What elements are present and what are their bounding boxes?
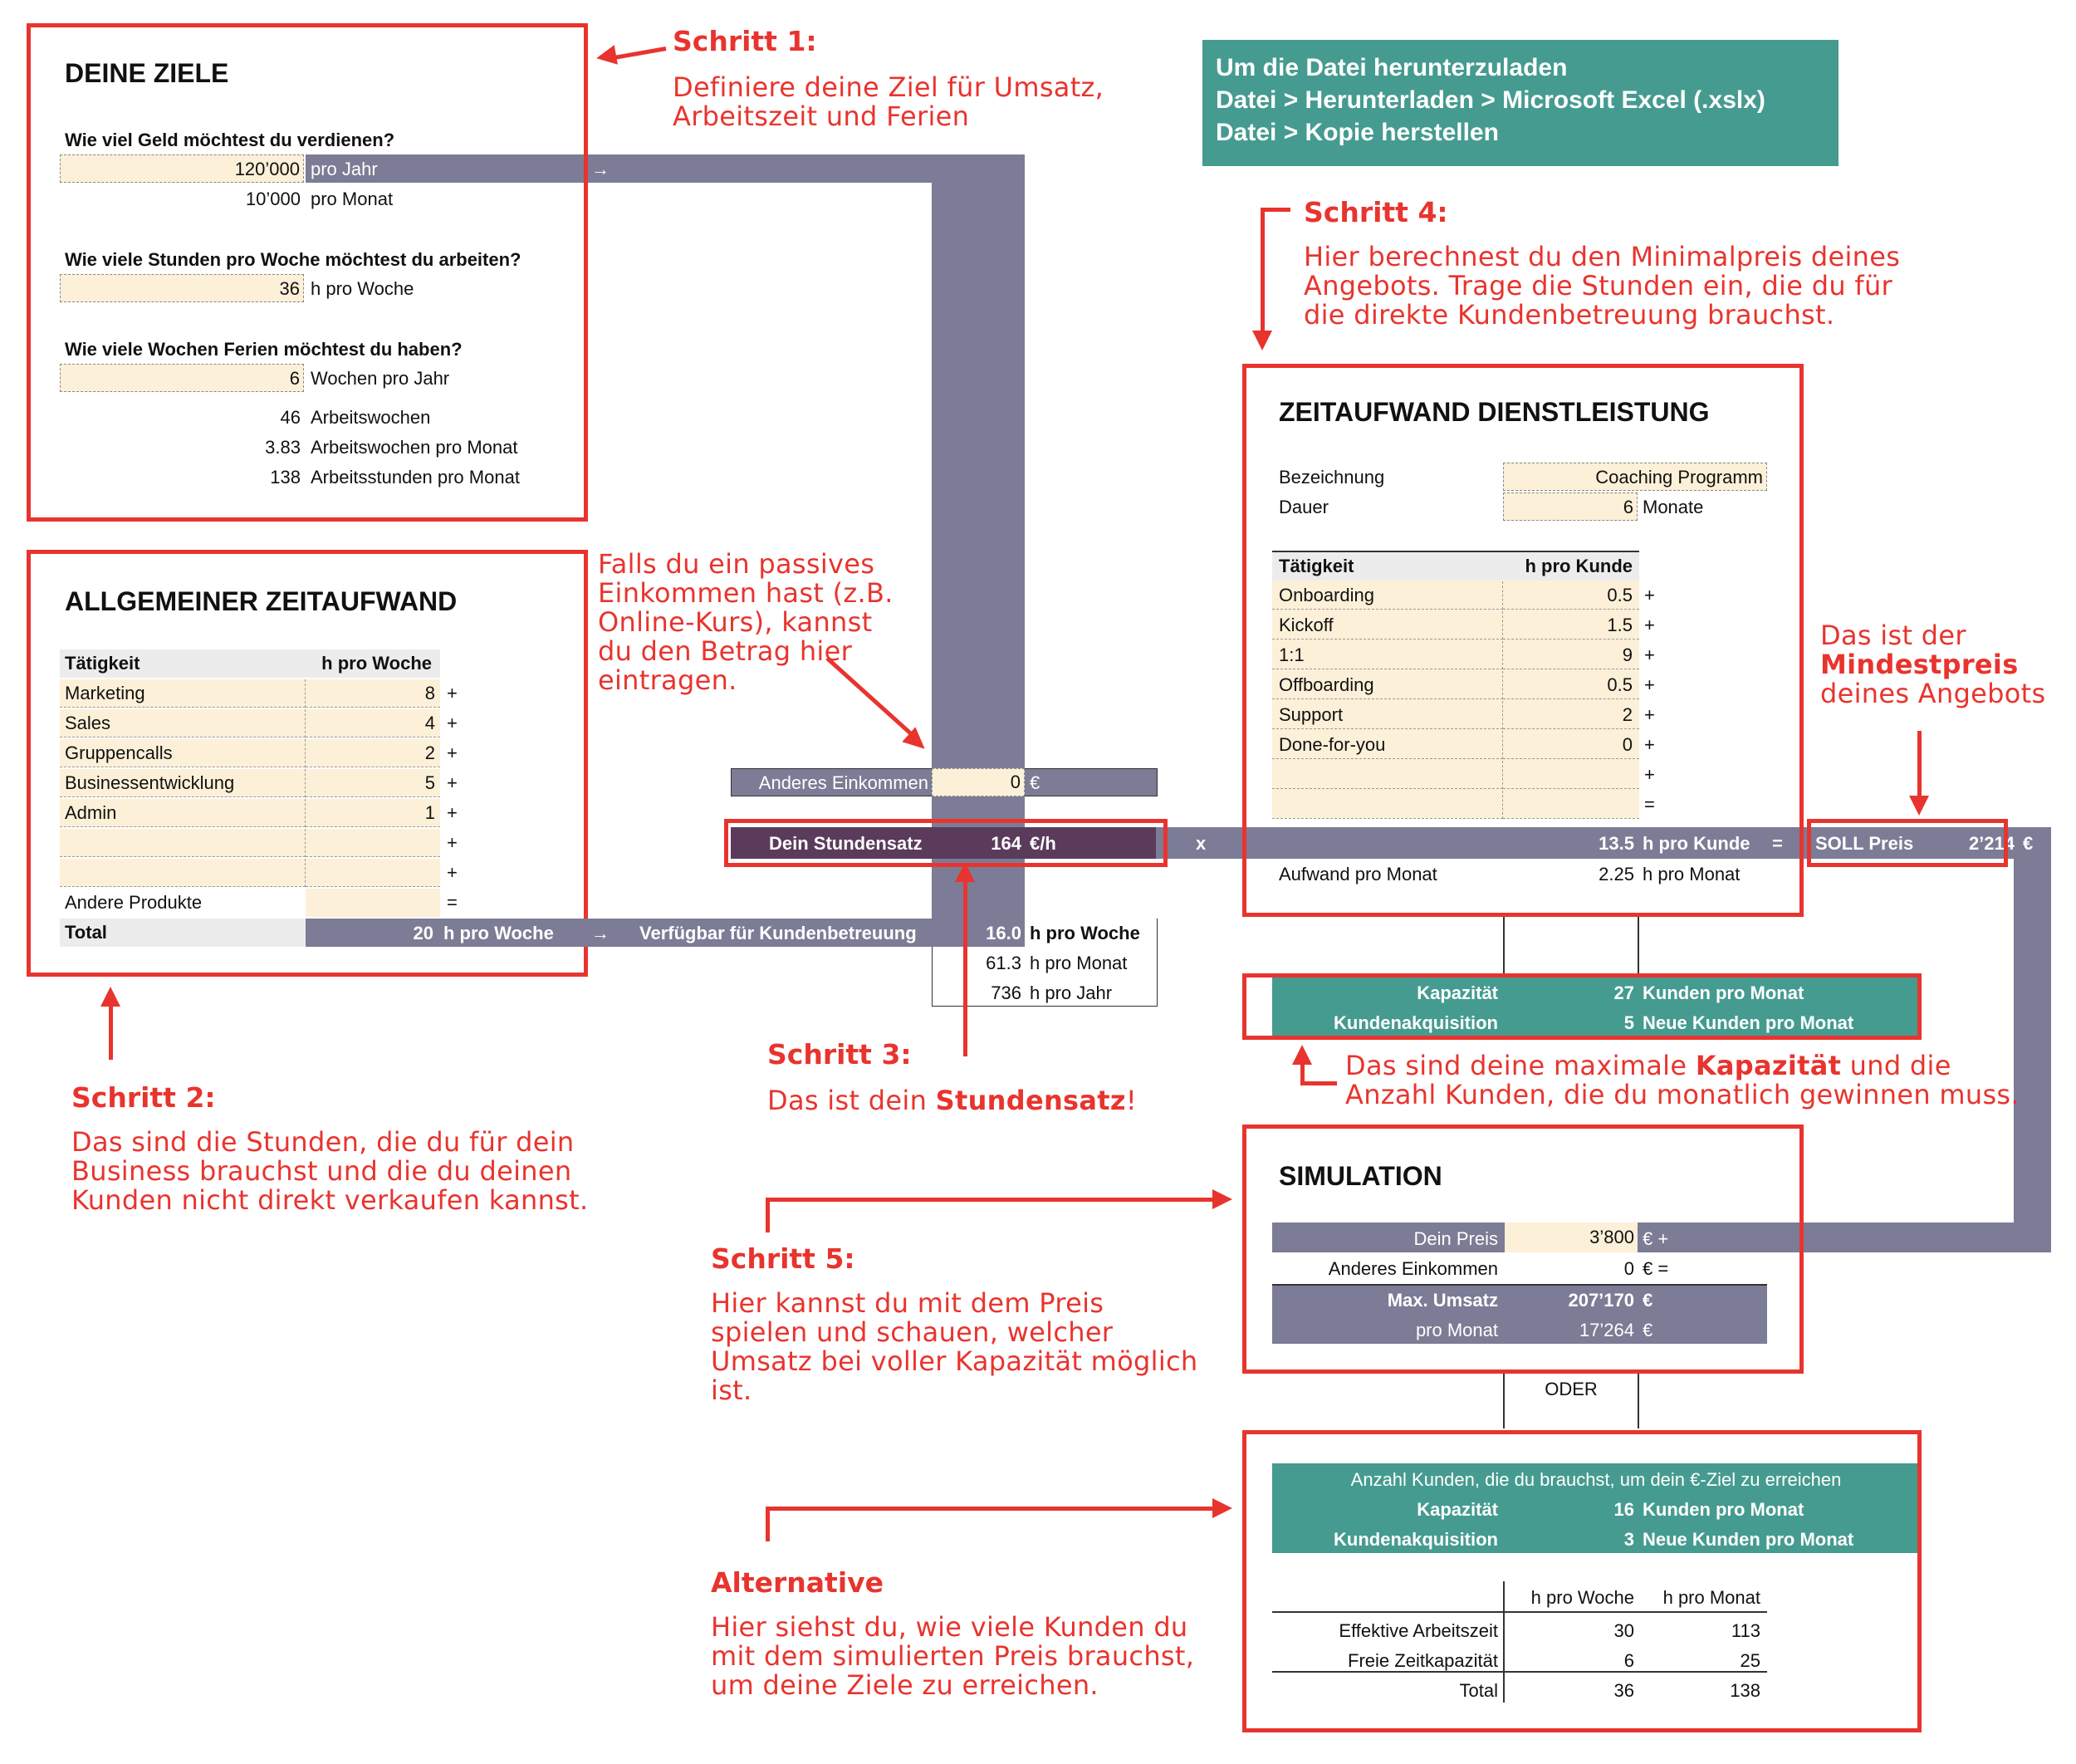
capacity-note-2: und die bbox=[1849, 1050, 1951, 1081]
available-year-label: h pro Jahr bbox=[1030, 982, 1113, 1003]
goals-title: DEINE ZIELE bbox=[65, 58, 229, 88]
other-income-unit: € bbox=[1030, 772, 1040, 793]
general-row-hours[interactable] bbox=[306, 829, 440, 857]
alt-row-week: 36 bbox=[1613, 1680, 1634, 1701]
goals-weeks-month-label: Arbeitswochen pro Monat bbox=[311, 437, 518, 458]
general-row-hours[interactable] bbox=[306, 859, 440, 887]
alternative-cap-unit: Kunden pro Monat bbox=[1643, 1499, 1804, 1520]
general-row-activity[interactable] bbox=[60, 859, 306, 887]
sim-price-unit: € + bbox=[1643, 1228, 1669, 1249]
general-col-activity: Tätigkeit bbox=[65, 653, 140, 674]
general-row-activity[interactable]: Andere Produkte bbox=[60, 889, 306, 917]
alternative-acq-value: 3 bbox=[1623, 1529, 1634, 1550]
alt-row-month: 138 bbox=[1730, 1680, 1760, 1701]
acquisition-unit: Neue Kunden pro Monat bbox=[1643, 1012, 1854, 1033]
capacity-note-1: Das sind deine maximale bbox=[1345, 1050, 1687, 1081]
other-income-label: Anderes Einkommen bbox=[758, 772, 928, 793]
min-price-arrow-head bbox=[1909, 796, 1929, 816]
service-row-operator: + bbox=[1644, 731, 1661, 759]
sim-month-label: pro Monat bbox=[1415, 1320, 1498, 1340]
capacity-highlight-box bbox=[1242, 973, 1922, 1040]
goals-hours-input[interactable]: 36 bbox=[60, 274, 304, 302]
goals-question-hours: Wie viele Stunden pro Woche möchtest du arbeiten? bbox=[65, 249, 521, 270]
oder-connector-right bbox=[1638, 1374, 1639, 1428]
general-row bbox=[60, 799, 458, 827]
capacity-connector-right bbox=[1638, 917, 1639, 975]
capacity-arrow-head bbox=[1292, 1045, 1312, 1065]
step2-title: Schritt 2: bbox=[71, 1081, 216, 1114]
hourly-rate-unit: €/h bbox=[1030, 833, 1056, 854]
goals-month-value: 10’000 bbox=[245, 189, 301, 209]
service-duration-unit: Monate bbox=[1643, 497, 1704, 517]
service-row-hours[interactable]: 0.5 bbox=[1503, 671, 1639, 699]
sim-month-unit: € bbox=[1643, 1320, 1653, 1340]
general-row bbox=[60, 829, 458, 857]
alternative-acq-label: Kundenakquisition bbox=[1334, 1529, 1498, 1550]
download-line-2: Datei > Herunterladen > Microsoft Excel (.xslx) bbox=[1216, 86, 1765, 114]
general-row-operator: + bbox=[447, 832, 458, 853]
step5-arrow-vertical bbox=[766, 1198, 770, 1232]
general-row-hours[interactable]: 2 bbox=[306, 739, 440, 767]
service-row-operator: + bbox=[1644, 671, 1661, 699]
min-price-line-2: deines Angebots bbox=[1820, 678, 2046, 709]
alt-row-label: Effektive Arbeitszeit bbox=[1339, 1620, 1498, 1641]
step1-text: Definiere deine Ziel für Umsatz, Arbeitszeit und Ferien bbox=[673, 71, 1104, 132]
general-row-operator: = bbox=[447, 892, 458, 913]
alternative-title: Alternative bbox=[711, 1566, 884, 1599]
sim-other-unit: € = bbox=[1643, 1258, 1669, 1279]
service-highlight-box bbox=[1242, 364, 1804, 917]
step5-text: Hier kannst du mit dem Preis spielen und schauen, welcher Umsatz bei voller Kapazität möglich ist. bbox=[711, 1287, 1198, 1406]
oder-label: ODER bbox=[1545, 1379, 1598, 1399]
step5-arrow-head bbox=[1212, 1189, 1232, 1209]
alt-arrow-vertical bbox=[766, 1507, 770, 1541]
service-row-operator: + bbox=[1644, 641, 1661, 669]
step4-arrow-vertical bbox=[1261, 208, 1265, 332]
connector-right-band bbox=[2014, 827, 2051, 1252]
goals-month-label: pro Monat bbox=[311, 189, 394, 209]
general-row-operator: + bbox=[447, 802, 458, 823]
service-row-activity[interactable]: 1:1 bbox=[1272, 641, 1503, 669]
alt-arrow-horizontal bbox=[766, 1507, 1214, 1511]
step1-arrow-line bbox=[615, 47, 667, 60]
alternative-cap-label: Kapazität bbox=[1417, 1499, 1498, 1520]
sim-max-unit: € bbox=[1643, 1290, 1653, 1311]
general-total-row bbox=[60, 919, 306, 947]
general-row-hours[interactable]: 5 bbox=[306, 769, 440, 797]
step5-title: Schritt 5: bbox=[711, 1242, 855, 1275]
step5-arrow-horizontal bbox=[766, 1198, 1214, 1202]
general-total-value: 20 bbox=[413, 923, 433, 943]
service-row-hours[interactable]: 9 bbox=[1503, 641, 1639, 669]
sim-max-label: Max. Umsatz bbox=[1387, 1290, 1498, 1311]
goals-hours-month-value: 138 bbox=[270, 467, 301, 488]
step4-arrow-head bbox=[1252, 331, 1272, 350]
passive-income-text: Falls du ein passives Einkommen hast (z.B. Online-Kurs), kannst du den Betrag hier eintragen. bbox=[598, 548, 894, 696]
capacity-note-bold: Kapazität bbox=[1695, 1050, 1842, 1081]
capacity-note bbox=[1345, 1051, 2059, 1110]
goals-question-money: Wie viel Geld möchtest du verdienen? bbox=[65, 130, 395, 150]
sim-price-label: Dein Preis bbox=[1413, 1228, 1498, 1249]
alternative-cap-value: 16 bbox=[1613, 1499, 1634, 1520]
general-total-label: Total bbox=[65, 922, 107, 943]
general-row bbox=[60, 889, 458, 917]
alt-row-week: 30 bbox=[1613, 1620, 1634, 1641]
soll-price-label: SOLL Preis bbox=[1815, 833, 1914, 854]
goals-workweeks-value: 46 bbox=[280, 407, 301, 428]
general-row-activity[interactable]: Admin bbox=[60, 799, 306, 827]
service-row-hours[interactable]: 0 bbox=[1503, 731, 1639, 759]
general-row-hours[interactable]: 4 bbox=[306, 709, 440, 737]
general-row bbox=[60, 859, 458, 887]
step2-arrow-line bbox=[109, 1005, 113, 1060]
step4-arrow-horizontal bbox=[1261, 208, 1290, 212]
step3-arrow-line bbox=[963, 880, 967, 1056]
multiply-sign: x bbox=[1196, 833, 1207, 854]
service-row-activity[interactable]: Onboarding bbox=[1272, 581, 1503, 610]
sim-max-value: 207’170 bbox=[1568, 1290, 1634, 1311]
service-name-label: Bezeichnung bbox=[1279, 467, 1385, 488]
acquisition-value: 5 bbox=[1623, 1012, 1634, 1033]
soll-price-highlight-box bbox=[1807, 819, 2008, 867]
min-price-bold: Mindestpreis bbox=[1820, 649, 2019, 680]
service-total-unit: h pro Kunde bbox=[1643, 833, 1750, 854]
step3-arrow-head bbox=[955, 862, 975, 882]
alt-arrow-head bbox=[1212, 1498, 1232, 1518]
sim-other-value: 0 bbox=[1623, 1258, 1634, 1279]
general-row-activity[interactable] bbox=[60, 829, 306, 857]
alt-col-week: h pro Woche bbox=[1530, 1587, 1634, 1608]
general-table-header bbox=[60, 649, 440, 678]
alt-row-month: 25 bbox=[1740, 1650, 1760, 1671]
service-row-operator: + bbox=[1644, 761, 1661, 789]
alt-row-label: Total bbox=[1459, 1680, 1498, 1701]
service-row-operator: + bbox=[1644, 611, 1661, 639]
general-row-operator: + bbox=[447, 742, 458, 763]
general-row-operator: + bbox=[447, 772, 458, 793]
available-week-label: h pro Woche bbox=[1030, 923, 1140, 943]
simulation-title: SIMULATION bbox=[1279, 1161, 1442, 1191]
alt-row-month: 113 bbox=[1731, 1620, 1760, 1641]
available-label: Verfügbar für Kundenbetreuung bbox=[639, 923, 917, 943]
general-row-hours[interactable]: 1 bbox=[306, 799, 440, 827]
sim-other-label: Anderes Einkommen bbox=[1328, 1258, 1498, 1279]
service-row-hours[interactable]: 0.5 bbox=[1503, 581, 1639, 610]
service-duration-label: Dauer bbox=[1279, 497, 1329, 517]
general-row-hours[interactable] bbox=[306, 889, 440, 917]
step3-text-end: ! bbox=[1125, 1085, 1137, 1116]
goals-hours-month-label: Arbeitsstunden pro Monat bbox=[311, 467, 520, 488]
alternative-highlight-box bbox=[1242, 1430, 1922, 1732]
general-row-activity[interactable]: Businessentwicklung bbox=[60, 769, 306, 797]
alternative-header: Anzahl Kunden, die du brauchst, um dein €-Ziel zu erreichen bbox=[1350, 1469, 1842, 1490]
service-total-value: 13.5 bbox=[1599, 833, 1634, 854]
general-row-operator: + bbox=[447, 713, 458, 733]
step4-title: Schritt 4: bbox=[1304, 196, 1448, 228]
service-title: ZEITAUFWAND DIENSTLEISTUNG bbox=[1279, 397, 1710, 427]
hourly-rate-label: Dein Stundensatz bbox=[769, 833, 923, 854]
service-total-equals: = bbox=[1772, 833, 1783, 854]
available-week-value: 16.0 bbox=[986, 923, 1021, 943]
min-price-line-1: Das ist der bbox=[1820, 620, 1966, 651]
goals-year-input[interactable]: 120’000 bbox=[60, 154, 304, 183]
alt-col-month: h pro Monat bbox=[1662, 1587, 1760, 1608]
general-row-hours[interactable]: 8 bbox=[306, 679, 440, 708]
min-price-text bbox=[1820, 621, 2069, 708]
goals-vacation-input[interactable]: 6 bbox=[60, 364, 304, 392]
goals-hours-label: h pro Woche bbox=[311, 278, 414, 299]
min-price-arrow-line bbox=[1917, 731, 1922, 797]
step2-arrow-head bbox=[100, 987, 120, 1007]
general-row-operator: + bbox=[447, 683, 458, 703]
service-row-activity[interactable]: Offboarding bbox=[1272, 671, 1503, 699]
service-month-label: Aufwand pro Monat bbox=[1279, 864, 1437, 884]
step2-text: Das sind die Stunden, die du für dein Business brauchst und die du deinen Kunden nicht direkt verkaufen kannst. bbox=[71, 1126, 589, 1216]
step1-arrow-head bbox=[595, 45, 618, 68]
sim-month-value: 17’264 bbox=[1579, 1320, 1634, 1340]
soll-price-value: 2’214 bbox=[1968, 833, 2015, 854]
service-duration-input[interactable]: 6 bbox=[1503, 492, 1638, 521]
general-row bbox=[60, 739, 458, 767]
step3-text-start: Das ist dein bbox=[767, 1085, 928, 1116]
service-row-activity[interactable]: Support bbox=[1272, 701, 1503, 729]
goals-weeks-month-value: 3.83 bbox=[265, 437, 301, 458]
step3-text-bold: Stundensatz bbox=[935, 1085, 1126, 1116]
service-row-hours[interactable]: 2 bbox=[1503, 701, 1639, 729]
service-row-operator: + bbox=[1644, 701, 1661, 729]
capacity-note-3: Anzahl Kunden, die du monatlich gewinnen muss. bbox=[1345, 1079, 2020, 1110]
acquisition-label: Kundenakquisition bbox=[1334, 1012, 1498, 1033]
hourly-rate-highlight-box bbox=[724, 819, 1168, 867]
step1-title: Schritt 1: bbox=[673, 25, 817, 57]
general-title: ALLGEMEINER ZEITAUFWAND bbox=[65, 586, 458, 616]
general-total-unit: h pro Woche bbox=[443, 923, 554, 943]
service-row-activity[interactable]: Kickoff bbox=[1272, 611, 1503, 639]
alternative-acq-unit: Neue Kunden pro Monat bbox=[1643, 1529, 1854, 1550]
download-line-1: Um die Datei herunterzuladen bbox=[1216, 54, 1568, 81]
service-row-hours[interactable]: 1.5 bbox=[1503, 611, 1639, 639]
available-year-value: 736 bbox=[991, 982, 1021, 1003]
goals-year-label: pro Jahr bbox=[311, 159, 378, 179]
service-row-operator: + bbox=[1644, 581, 1661, 610]
capacity-label: Kapazität bbox=[1417, 982, 1498, 1003]
download-banner bbox=[1202, 40, 1839, 166]
general-row-activity[interactable]: Sales bbox=[60, 709, 306, 737]
goals-arrow: → bbox=[591, 159, 610, 179]
capacity-connector-left bbox=[1503, 917, 1505, 975]
download-line-3: Datei > Kopie herstellen bbox=[1216, 119, 1499, 146]
service-name-input[interactable]: Coaching Programm bbox=[1503, 463, 1767, 491]
goals-workweeks-label: Arbeitswochen bbox=[311, 407, 431, 428]
general-row-activity[interactable]: Gruppencalls bbox=[60, 739, 306, 767]
hourly-rate-value: 164 bbox=[991, 833, 1021, 854]
general-row bbox=[60, 709, 458, 737]
step4-text: Hier berechnest du den Minimalpreis deines Angebots. Trage die Stunden ein, die du für die direkte Kundenbetreuung brauchst. bbox=[1304, 241, 1901, 331]
service-col-activity: Tätigkeit bbox=[1279, 556, 1354, 576]
service-row-operator: = bbox=[1644, 791, 1661, 819]
capacity-arrow-horizontal bbox=[1300, 1081, 1337, 1085]
available-month-value: 61.3 bbox=[986, 953, 1021, 973]
service-col-hours: h pro Kunde bbox=[1525, 556, 1633, 576]
alternative-text: Hier siehst du, wie viele Kunden du mit dem simulierten Preis brauchst, um deine Ziele zu erreichen. bbox=[711, 1611, 1195, 1701]
general-row bbox=[60, 679, 458, 708]
step3-text bbox=[767, 1086, 1137, 1115]
soll-price-unit: € bbox=[2023, 833, 2034, 854]
general-col-hours: h pro Woche bbox=[321, 653, 432, 674]
capacity-unit: Kunden pro Monat bbox=[1643, 982, 1804, 1003]
goals-question-vacation: Wie viele Wochen Ferien möchtest du haben? bbox=[65, 339, 463, 360]
other-income-input[interactable]: 0 bbox=[932, 768, 1025, 796]
alt-row-week: 6 bbox=[1623, 1650, 1634, 1671]
simulation-highlight-box bbox=[1242, 1125, 1804, 1374]
service-row-activity[interactable]: Done-for-you bbox=[1272, 731, 1503, 759]
service-month-unit: h pro Monat bbox=[1643, 864, 1741, 884]
available-month-label: h pro Monat bbox=[1030, 953, 1128, 973]
step3-title: Schritt 3: bbox=[767, 1038, 912, 1071]
general-row-operator: + bbox=[447, 862, 458, 883]
sim-price-input[interactable]: 3’800 bbox=[1505, 1223, 1638, 1252]
general-total-arrow: → bbox=[591, 923, 610, 943]
alt-row-label: Freie Zeitkapazität bbox=[1348, 1650, 1498, 1671]
capacity-value: 27 bbox=[1613, 982, 1634, 1003]
service-month-value: 2.25 bbox=[1599, 864, 1634, 884]
general-row-activity[interactable]: Marketing bbox=[60, 679, 306, 708]
goals-vacation-label: Wochen pro Jahr bbox=[311, 368, 450, 389]
general-row bbox=[60, 769, 458, 797]
